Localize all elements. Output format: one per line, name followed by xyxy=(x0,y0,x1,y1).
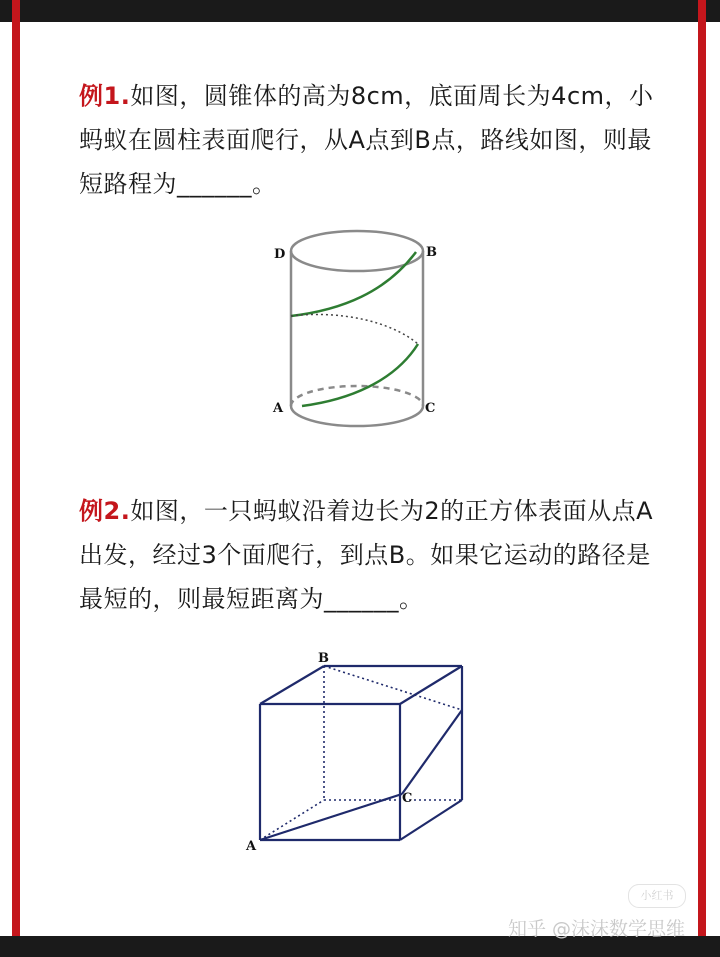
cylinder-path-front-upper xyxy=(291,252,416,316)
zhihu-watermark: 知乎 @沫沫数学思维 xyxy=(508,918,686,940)
top-frame-bar xyxy=(0,0,720,22)
cylinder-figure xyxy=(262,222,452,434)
problem-2 xyxy=(79,489,669,621)
right-red-border xyxy=(698,0,706,957)
cube-label-a: A xyxy=(246,839,257,850)
cylinder-path-back xyxy=(291,314,418,344)
cylinder-label-c: C xyxy=(425,401,436,416)
problem-1-label: 例1. xyxy=(79,82,131,110)
problem-1 xyxy=(79,74,669,206)
cylinder-label-b: B xyxy=(426,245,437,260)
xiaohongshu-watermark-badge: 小红书 xyxy=(628,884,686,908)
cube-figure xyxy=(240,648,480,850)
cube-label-c: C xyxy=(402,791,413,806)
problem-1-text: 如图，圆锥体的高为8cm，底面周长为4cm，小蚂蚁在圆柱表面爬行，从A点到B点，路线如图，则最短路程为______。 xyxy=(79,82,654,198)
cube-label-b: B xyxy=(318,651,329,666)
problem-2-label: 例2. xyxy=(79,497,131,525)
problem-2-text: 如图，一只蚂蚁沿着边长为2的正方体表面从点A出发，经过3个面爬行，到点B。如果它运动的路径是最短的，则最短距离为______。 xyxy=(79,497,654,613)
cylinder-label-d: D xyxy=(274,247,286,262)
left-red-border xyxy=(12,0,20,957)
cylinder-path-front-lower xyxy=(302,344,418,406)
cylinder-label-a: A xyxy=(273,401,284,416)
